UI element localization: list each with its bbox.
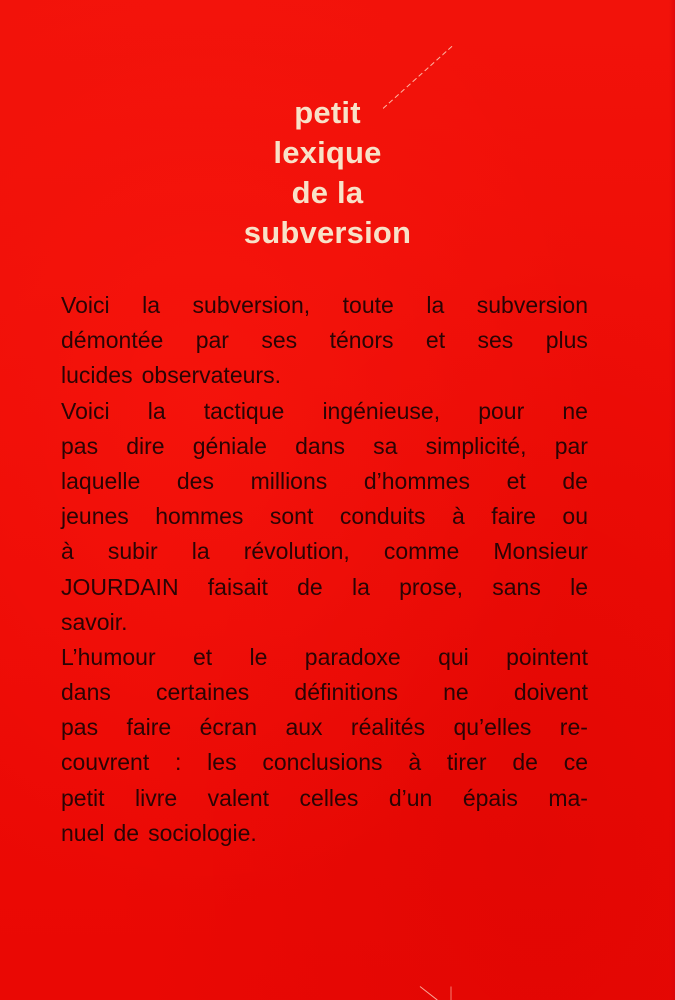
blurb-word: ou xyxy=(562,503,588,530)
blurb-word: ses xyxy=(261,327,298,354)
blurb-word: ingénieuse, xyxy=(322,397,441,424)
blurb-word: subversion, xyxy=(192,292,311,318)
blurb-word: nuel xyxy=(61,819,105,846)
blurb-word: Voici xyxy=(61,292,110,318)
blurb-line-words xyxy=(61,675,588,710)
blurb-word: écran xyxy=(199,714,258,741)
blurb-word: conclusions xyxy=(262,749,383,776)
blurb-word: ne xyxy=(443,679,469,706)
blurb-word: celles xyxy=(299,784,359,811)
blurb-word: Voici xyxy=(61,397,110,424)
blurb-word: révolution, xyxy=(243,538,350,565)
blurb-word: le xyxy=(570,573,588,600)
blurb-word: lucides xyxy=(61,362,133,389)
blurb-line-words xyxy=(61,394,588,429)
blurb-word: faire xyxy=(126,714,172,741)
blurb-line xyxy=(61,288,588,323)
blurb-word: épais xyxy=(462,784,518,811)
blurb-word: savoir. xyxy=(61,608,128,635)
cover-edge-shading xyxy=(669,0,675,1000)
blurb-word: conduits xyxy=(339,503,426,530)
blurb-word: réalités xyxy=(350,714,426,741)
blurb-line xyxy=(61,464,588,499)
blurb-word: qu’elles xyxy=(453,714,532,741)
blurb-word: à xyxy=(451,503,465,530)
blurb-word: livre xyxy=(134,784,178,811)
blurb-line xyxy=(61,640,588,675)
blurb-word: de xyxy=(113,819,140,846)
blurb-word: L’humour xyxy=(61,643,156,670)
cover-scratch-mark xyxy=(420,986,438,1000)
blurb-line-words xyxy=(61,499,588,534)
blurb-word: certaines xyxy=(155,679,250,706)
blurb-word: d’hommes xyxy=(363,467,470,494)
blurb-line xyxy=(61,816,588,851)
blurb-line xyxy=(61,745,588,780)
blurb-word: pas xyxy=(61,432,99,459)
cover-scratch-mark xyxy=(451,987,452,1000)
blurb-line xyxy=(61,394,588,429)
blurb-word: doivent xyxy=(513,679,588,706)
blurb-word: ma- xyxy=(548,784,588,811)
blurb-word: qui xyxy=(438,643,469,670)
blurb-line xyxy=(61,323,588,358)
blurb-word: couvrent xyxy=(61,749,150,776)
blurb-line-words xyxy=(61,710,588,745)
blurb-word: laquelle xyxy=(61,467,141,494)
blurb-line-words xyxy=(61,534,588,569)
title-line: petit xyxy=(294,95,361,130)
blurb-word: de xyxy=(512,749,538,776)
blurb-word: tactique xyxy=(203,397,285,424)
blurb-text xyxy=(61,288,588,851)
blurb-line-words xyxy=(61,745,588,780)
blurb-word: subir xyxy=(107,538,158,565)
blurb-line-words xyxy=(61,640,588,675)
book-title xyxy=(0,93,655,253)
blurb-word: sa xyxy=(373,432,398,459)
blurb-word: petit xyxy=(61,784,105,811)
blurb-word: par xyxy=(554,432,588,459)
blurb-line xyxy=(61,605,588,640)
blurb-word: : xyxy=(175,749,182,776)
blurb-word: les xyxy=(207,749,237,776)
blurb-line-words xyxy=(61,781,588,816)
blurb-word: simplicité, xyxy=(425,432,527,459)
blurb-word: sans xyxy=(492,573,541,600)
blurb-line xyxy=(61,358,588,393)
blurb-word: à xyxy=(61,538,74,565)
title-line: lexique xyxy=(273,135,382,170)
blurb-word: millions xyxy=(250,467,328,494)
blurb-word: ne xyxy=(562,397,588,424)
blurb-word: observateurs. xyxy=(141,362,281,389)
blurb-word: prose, xyxy=(399,573,464,600)
blurb-word: de xyxy=(297,573,323,600)
blurb-word: des xyxy=(176,467,214,494)
blurb-word: hommes xyxy=(155,503,244,530)
blurb-word: et xyxy=(425,327,446,354)
blurb-word: paradoxe xyxy=(304,643,401,670)
blurb-word: définitions xyxy=(294,679,398,706)
blurb-word: géniale xyxy=(192,432,267,459)
blurb-line-words xyxy=(61,816,588,851)
blurb-word: faire xyxy=(491,503,536,530)
blurb-word: démontée xyxy=(61,327,164,354)
blurb-word: ténors xyxy=(329,327,394,354)
blurb-word: pointent xyxy=(506,643,588,670)
blurb-line-words xyxy=(61,464,588,499)
blurb-line xyxy=(61,675,588,710)
blurb-word: ses xyxy=(477,327,514,354)
blurb-line-words xyxy=(61,358,588,393)
title-line: subversion xyxy=(243,215,412,250)
blurb-word: dire xyxy=(126,432,165,459)
blurb-line-words xyxy=(61,323,588,358)
title-line: de la xyxy=(291,175,364,210)
blurb-line-words xyxy=(61,570,588,605)
blurb-word: jeunes xyxy=(61,503,129,530)
blurb-word: faisait xyxy=(207,573,268,600)
blurb-word: plus xyxy=(545,327,588,354)
blurb-word: JOURDAIN xyxy=(61,573,179,600)
blurb-line-words xyxy=(61,429,588,464)
blurb-word: la xyxy=(147,397,166,424)
blurb-word: toute xyxy=(342,292,394,318)
blurb-line xyxy=(61,534,588,569)
blurb-line xyxy=(61,499,588,534)
blurb-word: la xyxy=(426,292,445,318)
blurb-word: dans xyxy=(61,679,111,706)
blurb-word: de xyxy=(562,467,588,494)
blurb-word: pas xyxy=(61,714,99,741)
blurb-word: le xyxy=(249,643,268,670)
blurb-word: et xyxy=(192,643,213,670)
blurb-line xyxy=(61,429,588,464)
blurb-word: sont xyxy=(269,503,314,530)
blurb-word: pour xyxy=(478,397,525,424)
blurb-line xyxy=(61,781,588,816)
blurb-word: dans xyxy=(295,432,345,459)
blurb-word: re- xyxy=(559,714,588,741)
blurb-word: sociologie. xyxy=(148,819,257,846)
blurb-word: la xyxy=(351,573,370,600)
blurb-line xyxy=(61,710,588,745)
blurb-word: valent xyxy=(207,784,270,811)
blurb-word: aux xyxy=(285,714,323,741)
blurb-word: comme xyxy=(383,538,460,565)
blurb-word: d’un xyxy=(388,784,433,811)
blurb-word: ce xyxy=(563,749,588,776)
blurb-word: la xyxy=(142,292,161,318)
blurb-word: subversion xyxy=(476,292,588,318)
blurb-word: la xyxy=(191,538,210,565)
blurb-line-words xyxy=(61,288,588,323)
blurb-word: Monsieur xyxy=(493,538,588,565)
blurb-line-words xyxy=(61,605,588,640)
blurb-line xyxy=(61,570,588,605)
blurb-word: et xyxy=(506,467,526,494)
blurb-word: à xyxy=(408,749,422,776)
blurb-word: par xyxy=(195,327,229,354)
blurb-word: tirer xyxy=(446,749,487,776)
